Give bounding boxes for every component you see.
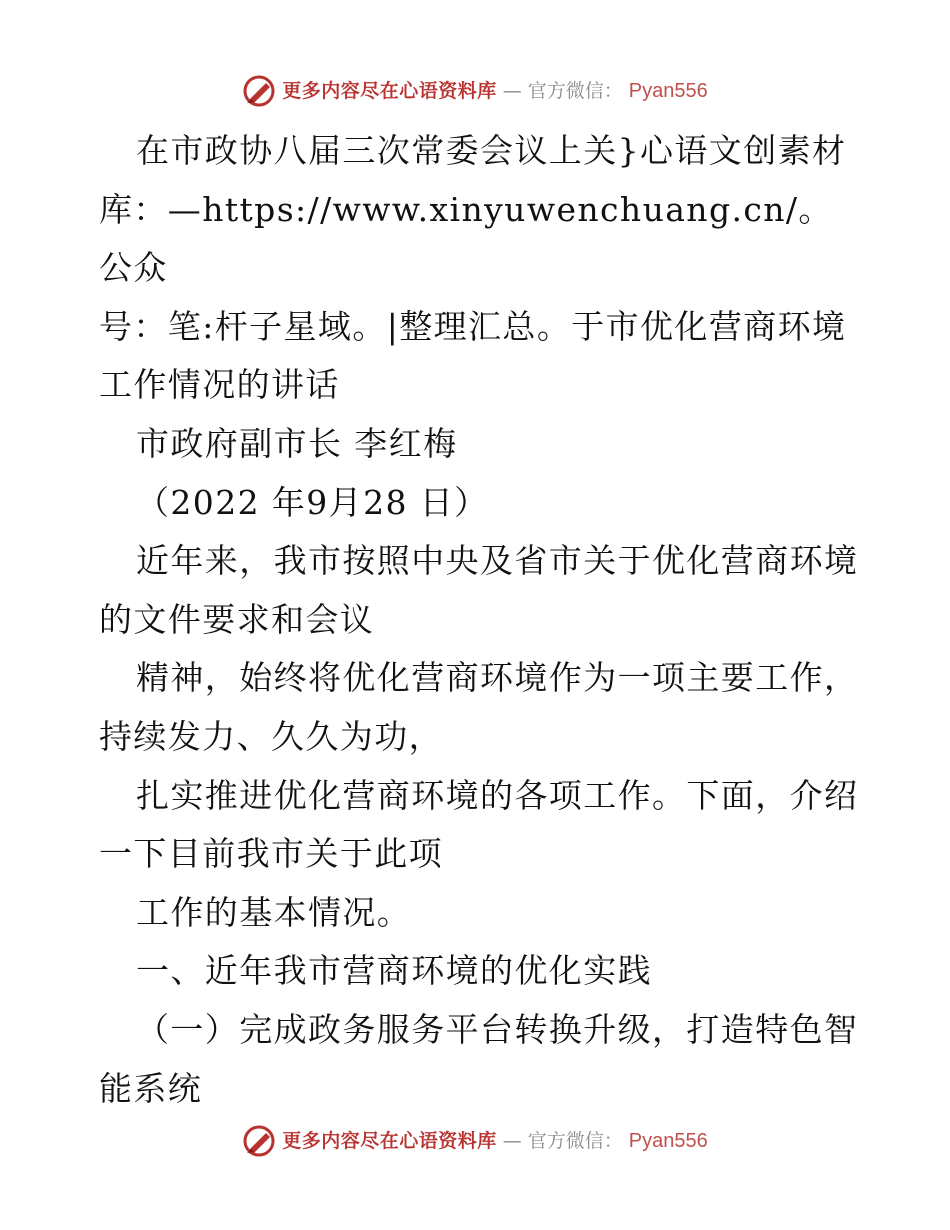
watermark-wechat-id: Pyan556 [628,1130,708,1152]
document-body [99,122,859,1118]
title-line: 号：笔:杆子星域。|整理汇总。于市优化营商环境 [99,306,847,346]
title-line: 工作情况的讲话 [99,365,340,405]
watermark-wechat-label: 官方微信： [527,1129,623,1152]
body-line: 持续发力、久久为功， [99,716,443,756]
speaker-line: 市政府副市长 李红梅 [136,423,458,463]
watermark-header [0,71,950,111]
title-line: 在市政协八届三次常委会议上关}心语文创素材 [136,131,847,170]
watermark-wechat-id: Pyan556 [628,80,708,102]
watermark-separator: — [502,1129,522,1152]
body-line: 精神，始终将优化营商环境作为一项主要工作， [136,658,859,698]
body-line: 能系统 [99,1068,203,1108]
watermark-main-text: 更多内容尽在心语资料库 [282,1129,497,1152]
watermark-wechat-label: 官方微信： [527,79,623,102]
watermark-footer [0,1121,950,1161]
pen-logo-icon [242,74,276,108]
subsection-heading: （一）完成政务服务平台转换升级，打造特色智 [136,1009,859,1049]
body-line: 一下目前我市关于此项 [99,834,443,874]
section-heading: 一、近年我市营商环境的优化实践 [136,951,652,991]
watermark-separator: — [502,79,522,102]
date-line: （2022 年9月28 日） [136,482,489,522]
body-line: 工作的基本情况。 [136,892,412,932]
watermark-main-text: 更多内容尽在心语资料库 [282,79,497,102]
body-line: 扎实推进优化营商环境的各项工作。下面，介绍 [136,775,859,815]
pen-logo-icon [242,1124,276,1158]
title-line: 库：—https://www.xinyuwenchuang.cn/。公众 [99,189,833,288]
body-line: 的文件要求和会议 [99,599,375,639]
body-line: 近年来，我市按照中央及省市关于优化营商环境 [136,541,859,581]
